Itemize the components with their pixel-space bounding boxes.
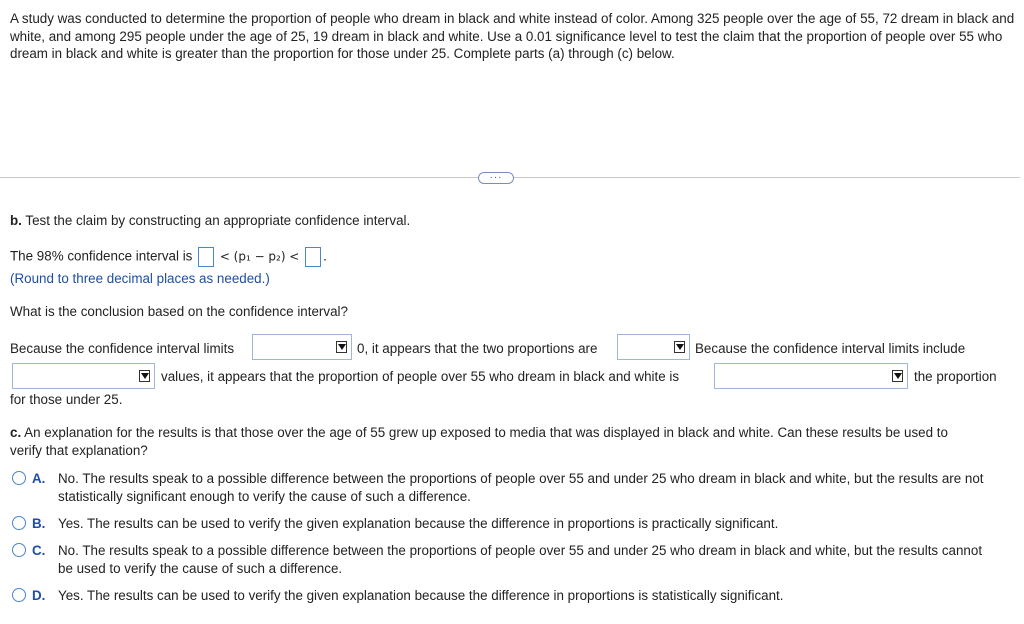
- conclusion-seg6: for those under 25.: [10, 392, 123, 407]
- radio-button[interactable]: [12, 516, 26, 530]
- option-letter: B.: [32, 516, 46, 531]
- conclusion-seg1: Because the confidence interval limits: [10, 341, 235, 356]
- conclusion-question: What is the conclusion based on the confidence interval?: [10, 304, 348, 319]
- ci-end: .: [323, 248, 327, 264]
- expand-more-button[interactable]: ···: [478, 172, 514, 184]
- ci-upper-input[interactable]: [305, 247, 321, 267]
- part-b-label: b.: [10, 213, 22, 228]
- dropdown-arrow-icon: [892, 370, 903, 382]
- dropdown-arrow-icon: [139, 370, 150, 382]
- part-b-header: [10, 213, 410, 228]
- option-letter: A.: [32, 471, 46, 486]
- radio-button[interactable]: [12, 471, 26, 485]
- part-c-label: c.: [10, 425, 22, 440]
- proportions-equality-select[interactable]: [617, 334, 690, 360]
- option-letter: C.: [32, 543, 46, 558]
- problem-statement: A study was conducted to determine the proportion of people who dream in black and white instead of color. Among 325 people over the age of 55, 72 dream in black and white, and among 295 people under the age of 25, 19 dream in black and white. Use a 0.01 significance level to test the claim that the proportion of people over 55 who dream in black and white is greater than the proportion for those under 25. Complete parts (a) through (c) below.: [10, 11, 1015, 61]
- ci-lt-2: <: [289, 249, 300, 264]
- option-text: No. The results speak to a possible difference between the proportions of people over 55 and under 25 who dream in black and white, but the results are not statistically significant enough to verify the cause of such a difference.: [58, 471, 984, 504]
- conclusion-seg5: the proportion: [914, 369, 997, 384]
- comparison-select[interactable]: [714, 363, 908, 389]
- conclusion-seg4: values, it appears that the proportion of people over 55 who dream in black and white is: [161, 369, 680, 384]
- dropdown-arrow-icon: [336, 341, 347, 353]
- dropdown-arrow-icon: [674, 341, 685, 353]
- option-letter: D.: [32, 588, 46, 603]
- part-b-title: Test the claim by constructing an appropriate confidence interval.: [25, 213, 411, 228]
- ci-lower-input[interactable]: [198, 247, 214, 267]
- part-c-question-line1: An explanation for the results is that those over the age of 55 grew up exposed to media that was displayed in black and white. Can these results be used to: [24, 425, 948, 440]
- ci-lt-1: <: [219, 249, 230, 264]
- conclusion-seg2: 0, it appears that the two proportions are: [357, 341, 598, 356]
- option-text: Yes. The results can be used to verify the given explanation because the difference in proportions is practically significant.: [58, 516, 779, 531]
- option-text: Yes. The results can be used to verify the given explanation because the difference in proportions is statistically significant.: [58, 588, 784, 603]
- conclusion-seg3: Because the confidence interval limits include: [695, 341, 966, 356]
- part-c-question: [10, 424, 1015, 459]
- ci-prefix: The 98% confidence interval is: [10, 248, 193, 264]
- radio-button[interactable]: [12, 588, 26, 602]
- radio-button[interactable]: [12, 543, 26, 557]
- ci-expression: (p₁ − p₂): [233, 249, 286, 264]
- option-text: No. The results speak to a possible difference between the proportions of people over 55 and under 25 who dream in black and white, but the results cannot be used to verify the cause of such a difference.: [58, 543, 983, 576]
- ci-row: [10, 247, 327, 267]
- part-c-question-line2: verify that explanation?: [10, 442, 148, 458]
- limits-sign-select[interactable]: [12, 363, 155, 389]
- limits-relation-select[interactable]: [252, 334, 352, 360]
- round-note: (Round to three decimal places as needed.): [10, 271, 270, 286]
